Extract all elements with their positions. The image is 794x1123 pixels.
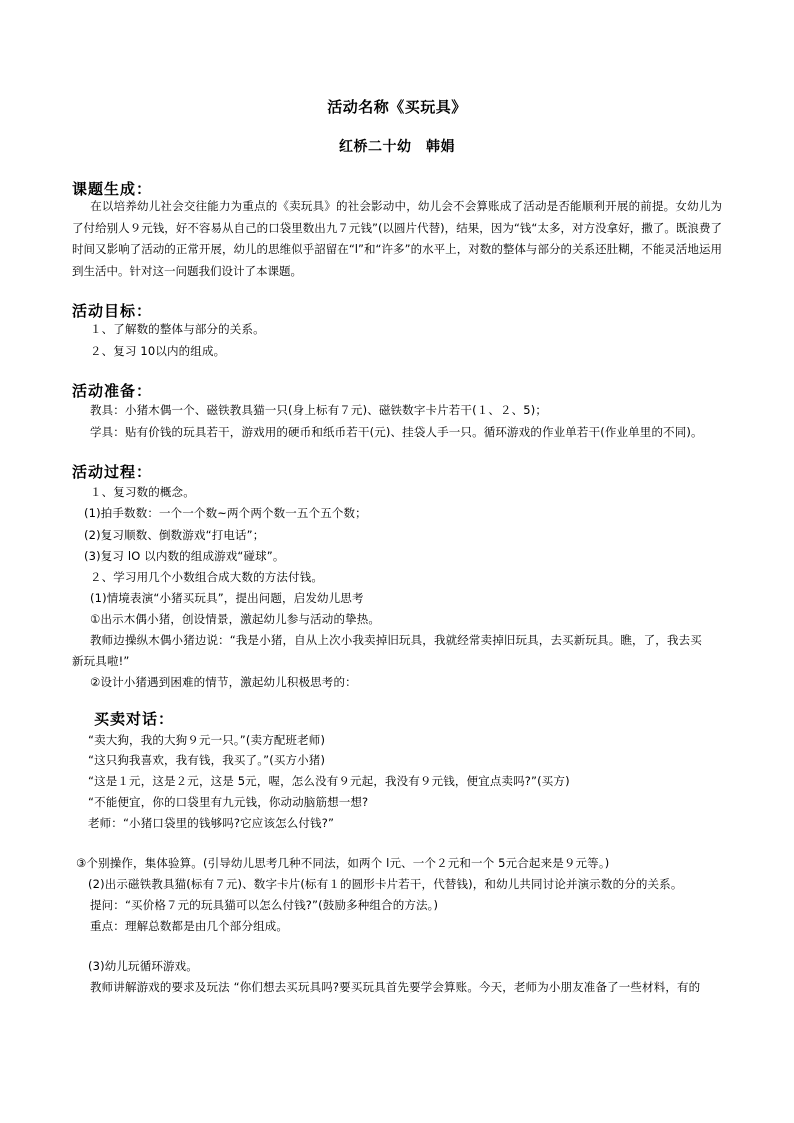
section-heading-origin: 课题生成： [72, 180, 153, 198]
practice-line: (2)出示磁铁教具猫(标有７元)、数字卡片(标有１的圆形卡片若干，代替钱)，和幼儿共同讨论并演示数的分的关系。 [88, 877, 683, 891]
section-heading-goals: 活动目标： [72, 302, 153, 320]
document-author: 红桥二十幼 韩娟 [339, 139, 455, 155]
prep-item-learning-aids: 学具：贴有价钱的玩具若干，游戏用的硬币和纸币若干(元)、挂袋人手一只。循环游戏的作业单若干(作业单里的不同)。 [90, 425, 703, 439]
game-line: (3)幼儿玩循环游戏。 [88, 959, 198, 973]
dialog-line: “这是１元，这是２元，这是 5元，喔，怎么没有９元起，我没有９元钱，便宜点卖吗?”(买方) [88, 774, 570, 788]
process-line: 教师边操纵木偶小猪边说：“我是小猪，自从上次小我卖掉旧玩具，我就经常卖掉旧玩具，去买新玩具。瞧，了，我去买 [90, 633, 702, 647]
dialog-line: 老师：“小猪口袋里的钱够吗?它应该怎么付钱?” [88, 816, 335, 830]
dialog-line: “这只狗我喜欢，我有钱，我买了。”(买方小猪) [88, 753, 326, 767]
origin-paragraph [72, 196, 722, 282]
section-heading-process: 活动过程： [72, 463, 153, 481]
dialog-line: “卖大狗，我的大狗９元一只。”(卖方配班老师) [88, 733, 326, 747]
process-line: ２、学习用几个小数组合成大数的方法付钱。 [90, 570, 323, 584]
practice-line: 提问：“买价格７元的玩具猫可以怎么付钱?”(鼓励多种组合的方法。) [90, 898, 439, 912]
practice-line: 重点：理解总数都是由几个部分组成。 [90, 919, 289, 933]
process-line: (1)情境表演“小猪买玩具”，提出问题，启发幼儿思考 [90, 591, 364, 605]
section-heading-prep: 活动准备： [72, 382, 153, 400]
origin-paragraph-text: 在以培养幼儿社会交往能力为重点的《卖玩具》的社会影动中，幼儿会不会算账成了活动是否能顺利开展的前提。女幼儿为了付给别人９元钱，好不容易从自己的口袋里数出九７元钱”(以圆片代替)，结果，因为“钱“太多，对方没拿好，撒了。既浪费了时间又影响了活动的正常开展，幼儿的思维似乎詔留在“l”和“许多”的水平上，对数的整体与部分的关系还肚糊，不能灵活地运用到生活中。针对这一问题我们设计了本课题。 [72, 199, 722, 278]
dialog-line: “不能便宜，你的口袋里有九元钱，你动动脑筋想一想? [88, 795, 369, 809]
section-heading-dialog: 买卖对话： [94, 710, 175, 728]
prep-item-teaching-aids: 教具：小猪木偶一个、磁铁教具猫一只(身上标有７元)、磁铁数字卡片若干(１、２、5)； [90, 403, 548, 417]
document-title: 活动名称《买玩具》 [327, 98, 467, 116]
process-line: ②设计小猪遇到困难的情节，激起幼儿积极思考的： [90, 675, 357, 689]
process-line: ①出示木偶小猪，创设情景，激起幼儿参与活动的挚热。 [90, 612, 381, 626]
process-line: (1)拍手数数：一个一个数~两个两个数一五个五个数； [84, 506, 367, 520]
process-line: (2)复习顺数、倒数游戏“打电话”； [84, 528, 265, 542]
process-line: １、复习数的概念。 [90, 485, 195, 499]
practice-line: ③个别操作，集体验算。(引导幼儿思考几种不同法，如两个 l元、一个２元和一个 5元合起来是９元等。) [76, 856, 610, 870]
goal-item: １、了解数的整体与部分的关系。 [90, 322, 265, 336]
goal-item: ２、复习 10以内的组成。 [90, 344, 226, 358]
process-line: (3)复习 lO 以内数的组成游戏“碰球”。 [84, 549, 285, 563]
process-line: 新玩具啦!” [72, 654, 130, 668]
game-line: 教师讲解游戏的要求及玩法 “你们想去买玩具吗?要买玩具首先要学会算账。今天，老师为小朋友准备了一些材料，有的 [90, 980, 701, 994]
